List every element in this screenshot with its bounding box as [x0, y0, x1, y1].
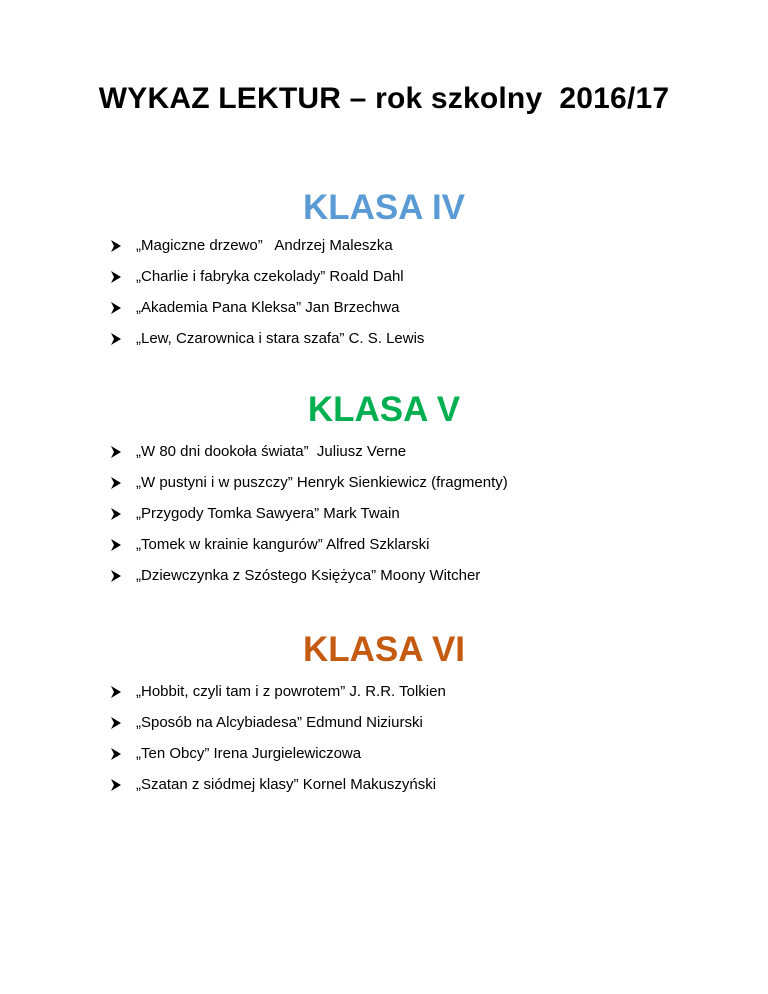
arrowhead-bullet-icon [110, 445, 136, 459]
arrowhead-bullet-icon [110, 538, 136, 552]
section-heading-klasa-iv: KLASA IV [302, 188, 466, 227]
list-item [110, 261, 424, 292]
book-list-klasa-v [110, 436, 508, 591]
arrowhead-bullet-icon [110, 270, 136, 284]
book-title-author: „Sposób na Alcybiadesa” Edmund Niziurski [136, 714, 423, 731]
arrowhead-bullet-icon [110, 747, 136, 761]
list-item [110, 323, 424, 354]
arrowhead-bullet-icon [110, 301, 136, 315]
book-title-author: „W pustyni i w puszczy” Henryk Sienkiewicz (fragmenty) [136, 474, 508, 491]
list-item [110, 769, 446, 800]
list-item [110, 230, 424, 261]
book-list-klasa-vi [110, 676, 446, 800]
list-item [110, 676, 446, 707]
arrowhead-bullet-icon [110, 332, 136, 346]
arrowhead-bullet-icon [110, 685, 136, 699]
list-item [110, 292, 424, 323]
book-title-author: „Szatan z siódmej klasy” Kornel Makuszyński [136, 776, 437, 793]
arrowhead-bullet-icon [110, 476, 136, 490]
arrowhead-bullet-icon [110, 239, 136, 253]
section-heading-klasa-v: KLASA V [307, 390, 461, 429]
book-title-author: „Lew, Czarownica i stara szafa” C. S. Lewis [136, 330, 425, 347]
arrowhead-bullet-icon [110, 569, 136, 583]
book-title-author: „Dziewczynka z Szóstego Księżyca” Moony Witcher [136, 567, 481, 584]
document-title: WYKAZ LEKTUR – rok szkolny 2016/17 [98, 82, 670, 115]
list-item [110, 707, 446, 738]
arrowhead-bullet-icon [110, 778, 136, 792]
book-title-author: „Magiczne drzewo” Andrzej Maleszka [136, 237, 393, 254]
book-title-author: „Akademia Pana Kleksa” Jan Brzechwa [136, 299, 400, 316]
book-title-author: „Charlie i fabryka czekolady” Roald Dahl [136, 268, 404, 285]
list-item [110, 738, 446, 769]
book-list-klasa-iv [110, 230, 424, 354]
list-item [110, 498, 508, 529]
arrowhead-bullet-icon [110, 507, 136, 521]
book-title-author: „Hobbit, czyli tam i z powrotem” J. R.R. Tolkien [136, 683, 446, 700]
list-item [110, 529, 508, 560]
list-item [110, 560, 508, 591]
arrowhead-bullet-icon [110, 716, 136, 730]
list-item [110, 467, 508, 498]
book-title-author: „Przygody Tomka Sawyera” Mark Twain [136, 505, 400, 522]
book-title-author: „W 80 dni dookoła świata” Juliusz Verne [136, 443, 407, 460]
book-title-author: „Tomek w krainie kangurów” Alfred Szklarski [136, 536, 430, 553]
section-heading-klasa-vi: KLASA VI [302, 630, 466, 669]
book-title-author: „Ten Obcy” Irena Jurgielewiczowa [136, 745, 362, 762]
list-item [110, 436, 508, 467]
